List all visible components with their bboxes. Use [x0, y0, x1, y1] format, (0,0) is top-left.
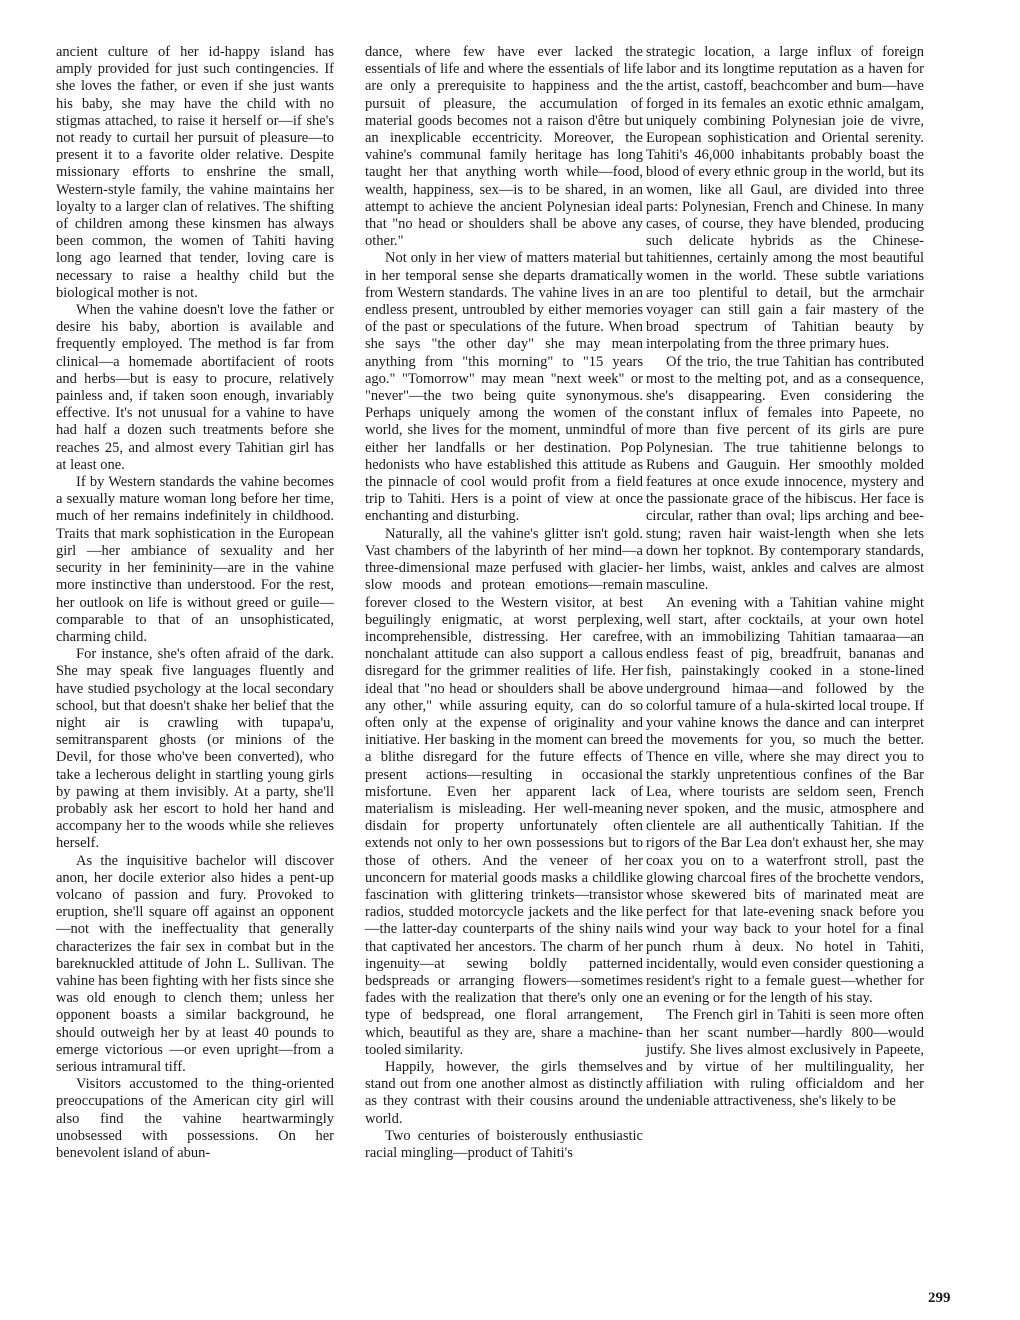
paragraph: Happily, however, the girls themselves stand out from one another almost as distinctly as they contrast with their cousins around the world.: [365, 1058, 643, 1127]
paragraph: Naturally, all the vahine's glitter isn't gold. Vast chambers of the labyrinth of her mind—a three-dimensional maze perfused with glacier-slow moods and protean emotions—remain forever closed to the Western visitor, at best beguilingly enigmatic, at worst perplexing, incomprehensible, distressing. Her carefree, nonchalant attitude can also support a callous disregard for the grimmer realities of life. Her ideal that "no head or shoulders shall be above any other," while assuring equity, can do so often only at the expense of originality and initiative. Her basking in the moment can breed a blithe disregard for the future effects of present actions—resulting in occasional misfortune. Even her apparent lack of materialism is misleading. Her well-meaning disdain for property unfortunately often extends not only to her own possessions but to those of others. And the veneer of her unconcern for material goods masks a childlike fascination with glittering trinkets—transistor radios, studded motorcycle jackets and the like—the latter-day counterparts of the shiny nails that captivated her ancestors. The charm of her ingenuity—at sewing boldly patterned bedspreads or arranging flowers—sometimes fades with the realization that there's only one type of bedspread, one floral arrangement, which, beautiful as they are, share a machine-tooled similarity.: [365, 525, 643, 1058]
text-column-3: [646, 44, 924, 1111]
paragraph: When the vahine doesn't love the father or desire his baby, abortion is available and frequently employed. The method is far from clinical—a homemade abortifacient of roots and herbs—but is easy to procure, relatively painless and, if taken soon enough, invariably effective. It's not unusual for a vahine to have had half a dozen such treatments before she reaches 25, and almost every Tahitian girl has at least one.: [56, 302, 334, 473]
paragraph: Visitors accustomed to the thing-oriented preoccupations of the American city girl will also find the vahine heartwarmingly unobsessed with possessions. On her benevolent island of abun-: [56, 1076, 334, 1161]
paragraph: ancient culture of her id-happy island has amply provided for just such contingencies. If she loves the father, or even if she just wants his baby, she may have the child with no stigmas attached, to raise it herself or—if she's not ready to curtail her pursuit of pleasure—to present it to a favorite older relative. Despite missionary efforts to enshrine the small, Western-style family, the vahine maintains her loyalty to a larger clan of relatives. The shifting of children among these kinsmen has always been common, the women of Tahiti having long ago learned that tender, loving care is necessary to raise a healthy child but the biological mother is not.: [56, 44, 334, 301]
paragraph: Not only in her view of matters material but in her temporal sense she departs dramatically from Western standards. The vahine lives in an endless present, untroubled by either memories of the past or speculations of the future. When she says "the other day" she may mean anything from "this morning" to "15 years ago." "Tomorrow" may mean "next week" or "never"—the two being quite synonymous. Perhaps uniquely among the women of the world, she lives for the moment, unmindful of either her landfalls or her destination. Pop hedonists who have established this attitude as the pinnacle of cool would profit from a field trip to Tahiti. Hers is a point of view at once enchanting and disturbing.: [365, 250, 643, 525]
paragraph: For instance, she's often afraid of the dark. She may speak five languages fluently and have studied psychology at the local secondary school, but that doesn't shake her belief that the night air is crawling with tupapa'u, semitransparent ghosts (or minions of the Devil, for those who've been converted), who take a lecherous delight in startling young girls by pawing at them invisibly. At a party, she'll probably ask her escort to hold her hand and accompany her to the woods while she relieves herself.: [56, 646, 334, 852]
paragraph: dance, where few have ever lacked the essentials of life and where the essentials of life are only a prerequisite to happiness and the pursuit of pleasure, the accumulation of material goods becomes not a raison d'être but an inexplicable eccentricity. Moreover, the vahine's communal family heritage has long taught her that anything worth while—food, wealth, happiness, sex—is to be shared, in an attempt to achieve the ancient Polynesian ideal that "no head or shoulders shall be above any other.": [365, 44, 643, 250]
text-column-2: [365, 44, 643, 1162]
text-column-1: [56, 44, 334, 1162]
paragraph: The French girl in Tahiti is seen more often than her scant number—hardly 800—would justify. She lives almost exclusively in Papeete, and by virtue of her multilinguality, her affiliation with ruling officialdom and her undeniable attractiveness, she's likely to be: [646, 1007, 924, 1110]
paragraph: As the inquisitive bachelor will discover anon, her docile exterior also hides a pent-up volcano of passion and fury. Provoked to eruption, she'll square off against an opponent—not with the ineffectuality that generally characterizes the fair sex in combat but in the bareknuckled attitude of John L. Sullivan. The vahine has been fighting with her fists since she was old enough to clench them; unless her opponent boasts a similar background, he should outweigh her by at least 40 pounds to emerge victorious —or even upright—from a serious intramural tiff.: [56, 852, 334, 1075]
paragraph: strategic location, a large influx of foreign labor and its longtime reputation as a haven for the artist, castoff, beachcomber and bum—have forged in its females an exotic ethnic amalgam, uniquely combining Polynesian joie de vivre, European sophistication and Oriental serenity. Tahiti's 46,000 inhabitants probably boast the blood of every ethnic group in the world, but its women, like all Gaul, are divided into three parts: Polynesian, French and Chinese. In many cases, of course, they have blended, producing such delicate hybrids as the Chinese-tahitiennes, certainly among the most beautiful women in the world. These subtle variations are too plentiful to detail, but the armchair voyager can still gain a fair mastery of the broad spectrum of Tahitian beauty by interpolating from the three primary hues.: [646, 44, 924, 353]
paragraph: If by Western standards the vahine becomes a sexually mature woman long before her time, much of her remains indefinitely in childhood. Traits that mark sophistication in the European girl —her ambiance of sexuality and her security in her femininity—are in the vahine more instinctive than understood. For the rest, her outlook on life is without greed or guile—comparable to that of an unsophisticated, charming child.: [56, 474, 334, 645]
page-number: 299: [928, 1290, 951, 1306]
paragraph: An evening with a Tahitian vahine might well start, after cocktails, at your own hotel with an immobilizing Tahitian tamaaraa—an endless feast of pig, breadfruit, bananas and fish, painstakingly cooked in a stone-lined underground himaa—and followed by the colorful tamure of a hula-skirted local troupe. If your vahine knows the dance and can interpret the movements for you, so much the better. Thence en ville, where she may direct you to the starkly unpretentious confines of the Bar Lea, where tourists are seldom seen, French never spoken, and the music, atmosphere and clientele are all authentically Tahitian. If the rigors of the Bar Lea don't exhaust her, she may coax you on to a waterfront stroll, past the glowing charcoal fires of the brochette vendors, whose skewered bits of marinated meat are perfect for that late-evening snack before you wind your way back to your hotel for a final punch rhum à deux. No hotel in Tahiti, incidentally, would even consider questioning a resident's right to a female guest—whether for an evening or for the length of his stay.: [646, 594, 924, 1007]
paragraph: Two centuries of boisterously enthusiastic racial mingling—product of Tahiti's: [365, 1127, 643, 1161]
paragraph: Of the trio, the true Tahitian has contributed most to the melting pot, and as a consequence, she's disappearing. Even considering the constant influx of females into Papeete, no more than five percent of its girls are pure Polynesian. The true tahitienne belongs to Rubens and Gauguin. Her smoothly molded features at once exude innocence, mystery and the passionate grace of the hibiscus. Her face is circular, rather than oval; lips arching and bee-stung; raven hair waist-length when she lets down her topknot. By contemporary standards, her limbs, waist, ankles and calves are almost masculine.: [646, 353, 924, 594]
